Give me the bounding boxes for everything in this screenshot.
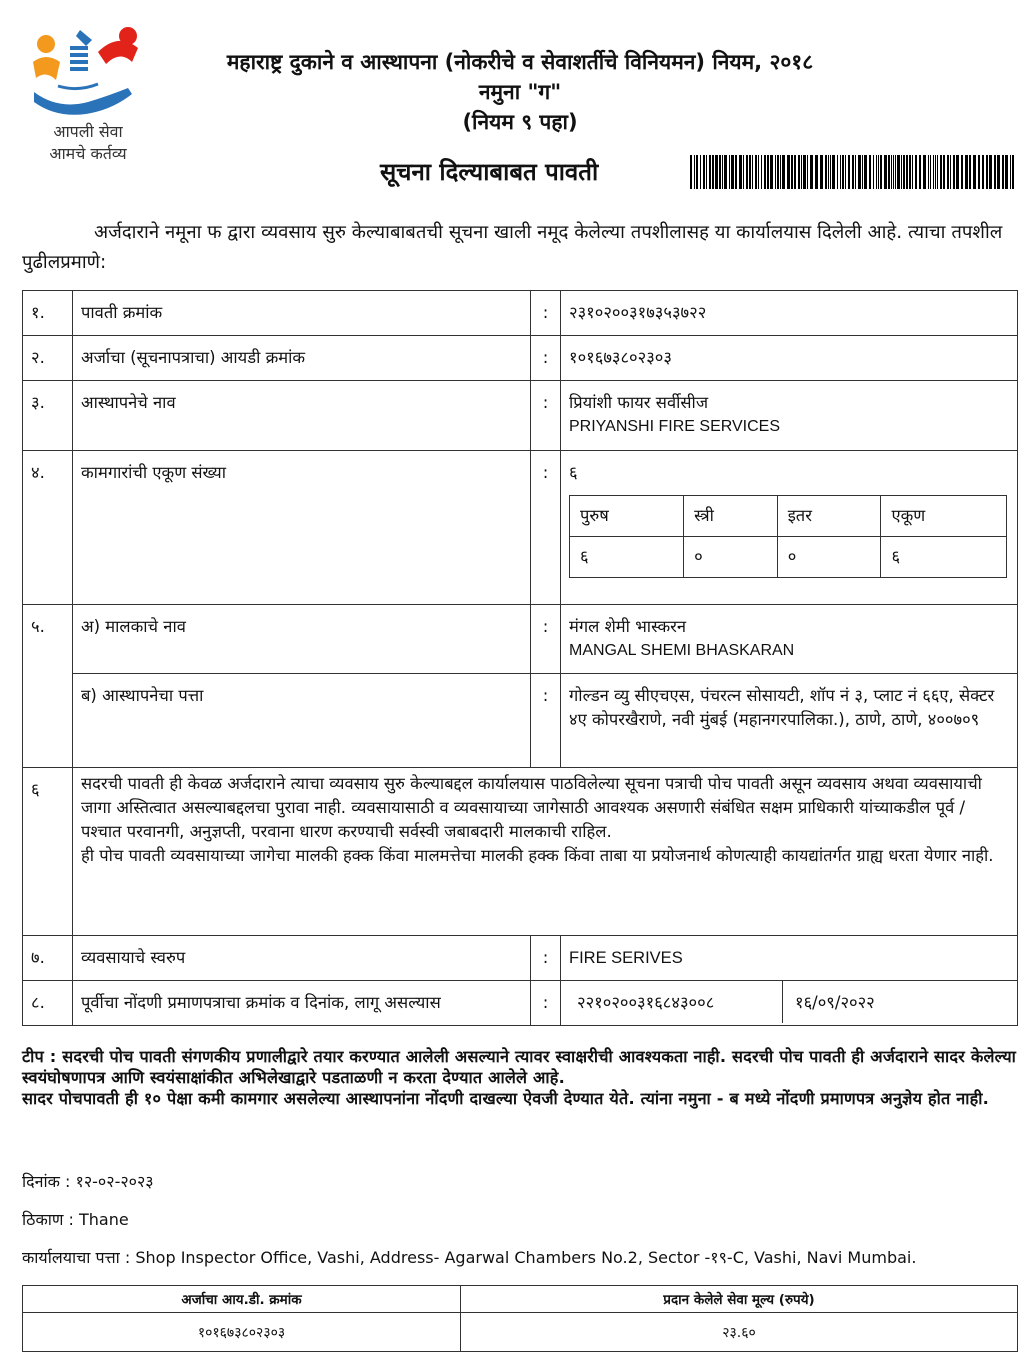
owner-name-english: MANGAL SHEMI BHASKARAN: [569, 642, 795, 659]
row-workers-count: [23, 451, 1018, 605]
previous-registration-value: [561, 981, 1018, 1026]
note-block: [22, 1046, 1018, 1109]
workers-header-female: स्त्री: [684, 496, 778, 537]
barcode-bar: [989, 155, 992, 189]
barcode-bar: [888, 155, 890, 189]
office-address: कार्यालयाचा पत्ता : Shop Inspector Office, Vashi, Address- Agarwal Chambers No.2, Sector -१९-C, Vashi, Navi Mumbai.: [22, 1248, 917, 1267]
barcode-bar: [906, 155, 908, 189]
barcode-bar: [761, 155, 762, 189]
previous-registration-number: २२१०२००३१६८४३००८: [561, 981, 783, 1023]
barcode-bar: [994, 155, 996, 189]
barcode-bar: [933, 155, 934, 189]
barcode-bar: [764, 155, 766, 189]
row-label: ब) आस्थापनेचा पत्ता: [73, 674, 531, 768]
row-colon: :: [531, 936, 561, 981]
row-label: अर्जाचा (सूचनापत्राचा) आयडी क्रमांक: [73, 336, 531, 381]
barcode-bar: [950, 155, 951, 189]
barcode-bar: [878, 155, 879, 189]
barcode-bar: [930, 155, 931, 189]
row-colon: :: [531, 605, 561, 674]
barcode-bar: [722, 155, 723, 189]
workers-count-value: [561, 451, 1018, 605]
workers-header-other: इतर: [777, 496, 881, 537]
logo-tagline-2: आमचे कर्तव्य: [49, 144, 127, 163]
workers-total: ६: [569, 463, 578, 482]
row-colon: :: [531, 336, 561, 381]
details-table: [22, 290, 1018, 1026]
row-label: कामगारांची एकूण संख्या: [73, 451, 531, 605]
row-number: ७.: [23, 936, 73, 981]
workers-breakdown-table: [569, 495, 1007, 578]
barcode-bar: [909, 155, 911, 189]
fee-service-charge: २३.६०: [461, 1313, 1018, 1352]
intro-paragraph: अर्जदाराने नमूना फ द्वारा व्यवसाय सुरु केल्याबाबतची सूचना खाली नमूद केलेल्या तपशीलासह या कार्यालयास दिलेली आहे. त्याचा तपशील पुढीलप्रमाणे:: [22, 222, 1003, 273]
barcode-bar: [724, 155, 727, 189]
barcode-bar: [696, 155, 698, 189]
barcode-bar: [820, 155, 823, 189]
row-disclaimer: [23, 768, 1018, 936]
barcode-bar: [729, 155, 730, 189]
row-colon: :: [531, 291, 561, 336]
barcode-bar: [940, 155, 942, 189]
logo-tagline-1: आपली सेवा: [53, 122, 123, 141]
row-label: व्यवसायाचे स्वरुप: [73, 936, 531, 981]
barcode-bar: [807, 155, 808, 189]
disclaimer-paragraph-2: ही पोच पावती व्यवसायाच्या जागेचा मालकी हक्क किंवा मालमत्तेचा मालकी हक्क किंवा ताबा या प्रयोजनार्थ कोणत्याही कायद्यांतर्गत ग्राह्य धरता येणार नाही.: [81, 846, 994, 865]
header-rule-ref: (नियम ९ पहा): [462, 110, 578, 134]
previous-registration-date: १६/०९/२०२२: [795, 993, 875, 1012]
row-number: १.: [23, 291, 73, 336]
page-title: सूचना दिल्याबाबत पावती: [380, 158, 599, 186]
barcode-bar: [810, 155, 813, 189]
disclaimer-paragraph-1: सदरची पावती ही केवळ अर्जदाराने त्याचा व्यवसाय सुरु केल्याबद्दल कार्यालयास पाठविलेल्या सूचना पत्राची पोच पावती असून व्यवसाय अथवा व्यवसायाची जागा अस्तित्वात असल्याबद्दलचा पुरावा नाही. व्यवसायासाठी व व्यवसायाच्या जागेसाठी आवश्यक असणारी संबंधित सक्षम प्राधिकारी यांच्याकडील पूर्व / पश्चात परवानगी, अनुज्ञप्ती, परवाना धारण करण्याची सर्वस्वी जबाबदारी मालकाची राहिल.: [81, 774, 982, 841]
workers-header-row: [570, 496, 1007, 537]
application-id-value: १०१६७३८०२३०३: [561, 336, 1018, 381]
barcode-bar: [935, 155, 936, 189]
aple-seva-logo: [28, 22, 148, 167]
barcode-bar: [815, 155, 818, 189]
barcode-bar: [801, 155, 802, 189]
establishment-address-value: गोल्डन व्यु सीएचएस, पंचरत्न सोसायटी, शॉप नं ३, प्लाट नं ६६ए, सेक्टर ४ए कोपरखैराणे, नवी मुंबई (महानगरपालिका.), ठाणे, ठाणे, ४००७०९: [561, 674, 1018, 768]
row-label: आस्थापनेचे नाव: [73, 381, 531, 451]
row-label: पूर्वीचा नोंदणी प्रमाणपत्राचा क्रमांक व दिनांक, लागू असल्यास: [73, 981, 531, 1026]
barcode-bar: [893, 155, 894, 189]
barcode-bar: [1005, 155, 1008, 189]
barcode-bar: [749, 155, 751, 189]
barcode-bar: [876, 155, 877, 189]
owner-name-marathi: मंगल शेमी भास्करन: [569, 617, 687, 636]
receipt-number-value: २३१०२००३१७३५३७२२: [561, 291, 1018, 336]
header-rule-title: महाराष्ट्र दुकाने व आस्थापना (नोकरीचे व सेवाशर्तीचे विनियमन) नियम, २०१८: [226, 50, 814, 74]
workers-male-value: ६: [570, 537, 684, 578]
barcode-bar: [956, 155, 959, 189]
barcode-bar: [1002, 155, 1004, 189]
row-number: ३.: [23, 381, 73, 451]
barcode-bar: [731, 155, 734, 189]
row-colon: :: [531, 381, 561, 451]
barcode-bar: [798, 155, 800, 189]
barcode-bar: [715, 155, 718, 189]
barcode-bar: [700, 155, 701, 189]
barcode-bar: [794, 155, 796, 189]
fee-table: [22, 1285, 1018, 1352]
barcode-bar: [864, 155, 867, 189]
fee-table-header: [23, 1286, 1018, 1313]
workers-value-row: [570, 537, 1007, 578]
barcode-bar: [895, 155, 896, 189]
row-colon: :: [531, 674, 561, 768]
row-label: पावती क्रमांक: [73, 291, 531, 336]
row-receipt-no: [23, 291, 1018, 336]
issue-date: दिनांक : १२-०२-२०२३: [22, 1172, 154, 1191]
row-establishment-address: [23, 674, 1018, 768]
barcode-bar: [947, 155, 949, 189]
barcode-bar: [743, 155, 744, 189]
barcode-bar: [919, 155, 921, 189]
row-number: ८.: [23, 981, 73, 1026]
row-number: ६: [23, 768, 73, 936]
barcode-bar: [828, 155, 829, 189]
barcode-bar: [755, 155, 757, 189]
fee-header-service-charge: प्रदान केलेले सेवा मूल्य (रुपये): [461, 1286, 1018, 1313]
barcode-bar: [752, 155, 753, 189]
row-application-id: [23, 336, 1018, 381]
row-number: ५.: [23, 605, 73, 768]
barcode-bar: [961, 155, 963, 189]
barcode-bar: [928, 155, 929, 189]
barcode-bar: [912, 155, 913, 189]
barcode-bar: [982, 155, 984, 189]
row-business-nature: [23, 936, 1018, 981]
barcode-bar: [923, 155, 926, 189]
workers-female-value: ०: [684, 537, 778, 578]
barcode-bar: [873, 155, 874, 189]
barcode-bar: [780, 155, 781, 189]
barcode-bar: [901, 155, 902, 189]
barcode: [690, 155, 1016, 189]
barcode-bar: [690, 155, 692, 189]
barcode-bar: [767, 155, 769, 189]
row-owner-name: [23, 605, 1018, 674]
barcode-bar: [746, 155, 748, 189]
barcode-bar: [758, 155, 759, 189]
barcode-bar: [903, 155, 905, 189]
barcode-bar: [770, 155, 773, 189]
establishment-name-marathi: प्रियांशी फायर सर्वीसीज: [569, 393, 709, 412]
barcode-bar: [703, 155, 705, 189]
barcode-bar: [915, 155, 917, 189]
workers-header-male: पुरुष: [570, 496, 684, 537]
barcode-bar: [855, 155, 856, 189]
row-number: २.: [23, 336, 73, 381]
barcode-bar: [694, 155, 695, 189]
row-establishment-name: [23, 381, 1018, 451]
establishment-name-english: PRIYANSHI FIRE SERVICES: [569, 418, 781, 435]
barcode-bar: [891, 155, 892, 189]
row-colon: :: [531, 451, 561, 605]
barcode-bar: [1012, 155, 1014, 189]
establishment-name-value: [561, 381, 1018, 451]
barcode-bar: [848, 155, 850, 189]
barcode-bar: [1010, 155, 1011, 189]
barcode-bar: [830, 155, 831, 189]
barcode-bar: [852, 155, 854, 189]
row-previous-registration: [23, 981, 1018, 1026]
barcode-bar: [858, 155, 861, 189]
workers-other-value: ०: [777, 537, 881, 578]
barcode-bar: [719, 155, 721, 189]
row-colon: :: [531, 981, 561, 1026]
barcode-bar: [969, 155, 971, 189]
disclaimer-text: [73, 768, 1018, 936]
barcode-bar: [897, 155, 900, 189]
barcode-bar: [791, 155, 793, 189]
barcode-bar: [845, 155, 846, 189]
row-number: ४.: [23, 451, 73, 605]
barcode-bar: [739, 155, 742, 189]
workers-total-value: ६: [881, 537, 1007, 578]
workers-header-total: एकूण: [881, 496, 1007, 537]
barcode-bar: [840, 155, 841, 189]
barcode-bar: [965, 155, 968, 189]
barcode-bar: [884, 155, 887, 189]
fee-table-row: [23, 1313, 1018, 1352]
barcode-bar: [832, 155, 835, 189]
barcode-bar: [862, 155, 863, 189]
barcode-bar: [735, 155, 737, 189]
barcode-bar: [937, 155, 938, 189]
business-nature-value: FIRE SERIVES: [561, 936, 1018, 981]
fee-application-id: १०१६७३८०२३०३: [23, 1313, 461, 1352]
barcode-bar: [978, 155, 980, 189]
barcode-bar: [709, 155, 711, 189]
barcode-bar: [777, 155, 779, 189]
barcode-bar: [973, 155, 976, 189]
barcode-bar: [880, 155, 882, 189]
barcode-bar: [869, 155, 871, 189]
logo-graphic-icon: [28, 22, 148, 122]
barcode-bar: [782, 155, 785, 189]
fee-header-application-id: अर्जाचा आय.डी. क्रमांक: [23, 1286, 461, 1313]
barcode-bar: [787, 155, 790, 189]
barcode-bar: [803, 155, 806, 189]
barcode-bar: [997, 155, 1000, 189]
barcode-bar: [943, 155, 945, 189]
barcode-bar: [953, 155, 955, 189]
header-form-name: नमुना "ग": [478, 80, 562, 104]
barcode-bar: [842, 155, 844, 189]
barcode-bar: [986, 155, 988, 189]
barcode-bar: [825, 155, 827, 189]
barcode-bar: [775, 155, 776, 189]
owner-name-value: [561, 605, 1018, 674]
barcode-bar: [706, 155, 707, 189]
note-paragraph-2: सादर पोचपावती ही १० पेक्षा कमी कामगार असलेल्या आस्थापनांना नोंदणी दाखल्या ऐवजी देण्यात येते. त्यांना नमुना - ब मध्ये नोंदणी प्रमाणपत्र अनुज्ञेय होत नाही.: [22, 1089, 989, 1108]
barcode-bar: [837, 155, 838, 189]
row-label: अ) मालकाचे नाव: [73, 605, 531, 674]
barcode-bar: [712, 155, 714, 189]
issue-place: ठिकाण : Thane: [22, 1210, 129, 1229]
note-paragraph-1: टीप : सदरची पोच पावती संगणकीय प्रणालीद्वारे तयार करण्यात आलेली असल्याने त्यावर स्वाक्षरीची आवश्यकता नाही. सदरची पोच पावती ही अर्जदाराने सादर केलेल्या स्वयंघोषणापत्र आणि स्वयंसाक्षांकीत अभिलेखाद्वारे पडताळणी न करता देण्यात आलेले आहे.: [22, 1047, 1017, 1087]
